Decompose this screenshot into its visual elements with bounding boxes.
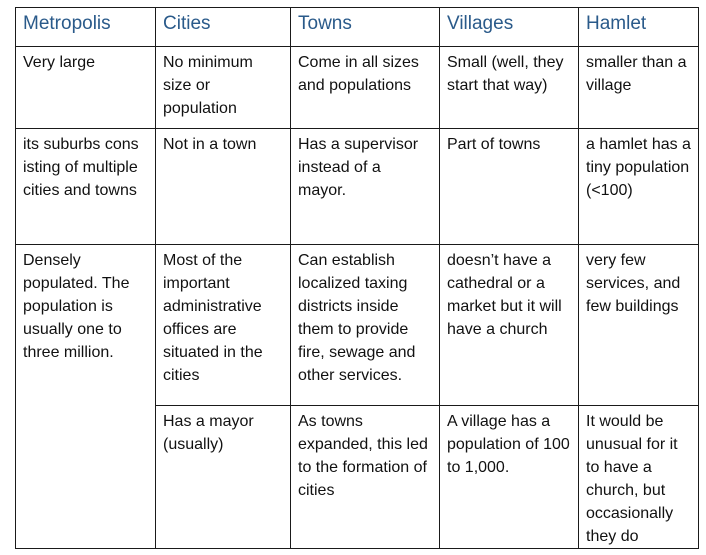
cell-cities: Not in a town <box>156 129 291 245</box>
header-metropolis: Metropolis <box>16 8 156 47</box>
cell-towns: As towns expanded, this led to the formation of cities <box>291 406 440 549</box>
table-row <box>16 47 699 129</box>
cell-towns: Has a supervisor instead of a mayor. <box>291 129 440 245</box>
cell-metropolis: its suburbs cons isting of multiple cities and towns <box>16 129 156 245</box>
header-cities: Cities <box>156 8 291 47</box>
cell-cities: Has a mayor (usually) <box>156 406 291 549</box>
cell-hamlet: a hamlet has a tiny population (<100) <box>579 129 699 245</box>
cell-towns: Come in all sizes and populations <box>291 47 440 129</box>
cell-hamlet: very few services, and few buildings <box>579 245 699 406</box>
header-villages: Villages <box>440 8 579 47</box>
cell-hamlet: smaller than a village <box>579 47 699 129</box>
table-row <box>16 245 699 406</box>
cell-towns: Can establish localized taxing districts inside them to provide fire, sewage and other services. <box>291 245 440 406</box>
cell-villages: doesn’t have a cathedral or a market but it will have a church <box>440 245 579 406</box>
cell-villages: A village has a population of 100 to 1,000. <box>440 406 579 549</box>
cell-hamlet: It would be unusual for it to have a church, but occasionally they do <box>579 406 699 549</box>
header-row <box>16 8 699 47</box>
header-hamlet: Hamlet <box>579 8 699 47</box>
cell-cities: Most of the important administrative offices are situated in the cities <box>156 245 291 406</box>
comparison-table <box>15 7 699 549</box>
cell-villages: Small (well, they start that way) <box>440 47 579 129</box>
header-towns: Towns <box>291 8 440 47</box>
cell-metropolis: Densely populated. The population is usually one to three million. <box>16 245 156 549</box>
cell-metropolis: Very large <box>16 47 156 129</box>
cell-villages: Part of towns <box>440 129 579 245</box>
table-row <box>16 129 699 245</box>
cell-cities: No minimum size or population <box>156 47 291 129</box>
